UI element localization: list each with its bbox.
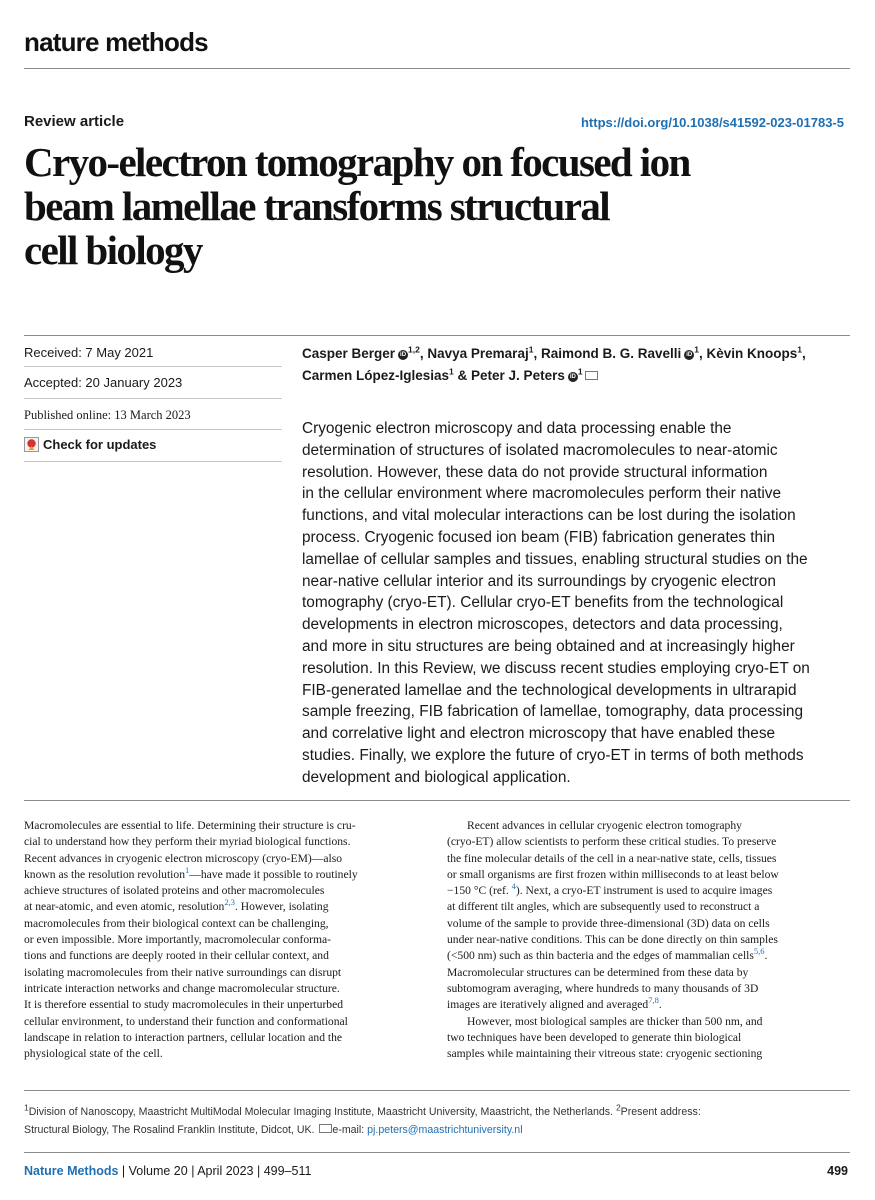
citation-ref[interactable]: 1 [185,865,190,876]
text-run: at near-atomic, and even atomic, resolution [24,900,225,914]
abstract-line: lamellae of cellular samples and tissues, enabling structural studies on the [302,550,808,568]
abstract-line: resolution. In this Review, we discuss recent studies employing cryo-ET on [302,659,810,677]
footer-journal[interactable]: Nature Methods [24,1164,119,1178]
abstract-line: Cryogenic electron microscopy and data processing enable the [302,420,732,437]
published-date: Published online: 13 March 2023 [24,408,191,422]
received-date: Received: 7 May 2021 [24,345,154,360]
abstract-line: functions, and vital molecular interactions can be lost during the isolation [302,507,796,525]
meta-rule [24,335,850,336]
text-run: e-mail: [332,1124,368,1136]
article-title [24,140,824,272]
envelope-icon [319,1124,332,1133]
body-line: at different tilt angles, which are subsequently used to reconstruct a [447,900,760,914]
title-line: cell biology [24,227,202,273]
body-line: two techniques have been developed to generate thin biological [447,1030,742,1044]
abstract-line: and more in situ structures are being obtained and at increasingly higher [302,637,795,655]
text-run: Division of Nanoscopy, Maastricht MultiModal Molecular Imaging Institute, Maastricht University, Maastricht, the Netherlands. [28,1106,616,1118]
abstract-line: process. Cryogenic focused ion beam (FIB) fabrication generates thin [302,528,776,546]
text-run: . However, isolating [234,900,329,914]
check-for-updates-button[interactable] [24,437,156,452]
footer-issue: | Volume 20 | April 2023 | 499–511 [118,1164,312,1178]
journal-name: nature methods [24,27,208,57]
accepted-date: Accepted: 20 January 2023 [24,375,183,390]
abstract-line: resolution. However, these data do not provide structural information [302,463,768,481]
email-link[interactable]: pj.peters@maastrichtuniversity.nl [367,1124,523,1136]
body-line: the fine molecular details of the cell in a near-native state, cells, tissues [447,851,777,865]
body-line: macromolecules from their biological context can be challenging, [24,916,329,930]
body-line: (cryo-ET) allow scientists to perform these critical studies. To preserve [447,835,777,849]
orcid-icon[interactable]: iD [686,352,693,358]
affiliation-ref: 1,2 [408,344,420,355]
citation-ref[interactable]: 5,6 [753,946,765,957]
body-line: or even impossible. More importantly, macromolecular conforma- [24,933,332,947]
affiliations-footnote [24,1103,854,1139]
affiliation-ref: 1 [577,366,583,377]
citation-ref[interactable]: 7,8 [648,995,659,1006]
body-line [447,997,847,1013]
footer-citation [24,1164,311,1178]
body-line: under near-native conditions. This can be done directly on thin samples [447,933,778,947]
body-column-left [24,818,424,1062]
body-column-right [447,818,847,1062]
page-number: 499 [827,1164,848,1178]
abstract-line: tomography (cryo-ET). Cellular cryo-ET benefits from the technological [302,594,784,612]
date-divider [24,461,282,462]
body-line: or small organisms are first frozen within milliseconds to at least below [447,867,779,881]
body-line [447,883,847,899]
abstract-line: near-native cellular interior and its surroundings by cryogenic electron [302,572,776,590]
date-divider [24,366,282,367]
abstract [302,418,847,789]
text-run: ). Next, a cryo-ET instrument is used to acquire images [515,884,773,898]
author-line [302,365,847,387]
text-run: Structural Biology, The Rosalind Franklin Institute, Didcot, UK. [24,1124,318,1136]
text-run: images are iteratively aligned and averaged [447,998,649,1012]
check-updates-label: Check for updates [43,437,157,452]
orcid-icon[interactable]: iD [400,352,407,358]
citation-ref[interactable]: 2,3 [224,897,235,908]
text-run: . [764,949,768,963]
envelope-icon[interactable] [585,371,598,380]
author-name[interactable]: Casper Berger [302,346,396,361]
body-line: intricate interaction networks and change macromolecular structure. [24,981,340,995]
text-run: (<500 nm) such as thin bacteria and the edges of mammalian cells [447,949,754,963]
body-line: landscape in relation to interaction partners, cellular location and the [24,1030,343,1044]
body-line: Recent advances in cellular cryogenic electron tomography [467,819,742,832]
title-line: beam lamellae transforms structural [24,183,610,229]
author-name[interactable]: , Raimond B. G. Ravelli [533,346,682,361]
text-run: −150 °C (ref. [447,884,512,898]
author-name[interactable]: , Navya Premaraj [419,346,529,361]
text-run: . [658,998,662,1012]
check-updates-icon [24,437,39,452]
body-line: physiological state of the cell. [24,1047,163,1061]
top-rule [24,68,850,69]
doi-link[interactable]: https://doi.org/10.1038/s41592-023-01783-5 [580,115,844,130]
body-line [24,867,424,883]
body-line: tions and functions are deeply rooted in their cellular context, and [24,949,329,963]
abstract-line: studies. Finally, we explore the future of cryo-ET in terms of both methods [302,746,804,764]
text-run: —have made it possible to routinely [189,867,358,881]
abstract-rule [24,800,850,801]
orcid-icon[interactable]: iD [569,374,576,380]
author-list [302,343,847,387]
body-line [447,948,847,964]
citation-ref[interactable]: 4 [511,881,516,892]
abstract-line: sample freezing, FIB fabrication of lamellae, tomography, data processing [302,703,804,721]
text-run: known as the resolution revolution [24,867,185,881]
body-line: Macromolecules are essential to life. Determining their structure is cru- [24,819,356,832]
body-line: isolating macromolecules from their native surroundings can disrupt [24,965,342,979]
body-line: cellular environment, to understand their function and conformational [24,1014,348,1028]
footnote-rule [24,1090,850,1091]
abstract-line: FIB-generated lamellae and the technological developments in ultrarapid [302,681,797,699]
affiliation-ref: 2 [615,1102,621,1113]
author-name[interactable]: Carmen López-Iglesias [302,368,450,383]
author-name[interactable]: & Peter J. Peters [453,368,565,383]
body-line: volume of the sample to provide three-dimensional (3D) data on cells [447,916,770,930]
affiliation-ref: 1 [449,366,454,377]
abstract-line: and correlative light and electron microscopy that have enabled these [302,725,776,743]
body-line: subtomogram averaging, where hundreds to many thousands of 3D [447,981,759,995]
footnote-line [24,1121,854,1139]
article-type: Review article [24,113,125,130]
abstract-line: developments in electron microscopes, detectors and data processing, [302,616,783,634]
affiliation-ref: 1 [694,344,699,355]
body-line: However, most biological samples are thicker than 500 nm, and [467,1014,763,1028]
abstract-line: in the cellular environment where macromolecules perform their native [302,485,782,503]
author-name[interactable]: , Kèvin Knoops [698,346,798,361]
body-line: achieve structures of isolated proteins and other macromolecules [24,884,325,898]
text-run: Present address: [620,1106,701,1118]
footer-rule [24,1152,850,1153]
body-line: samples while maintaining their vitreous state: cryogenic sectioning [447,1047,763,1061]
title-line: Cryo-electron tomography on focused ion [24,139,690,185]
body-line [24,899,424,915]
affiliation-ref: 1 [797,344,802,355]
affiliation-ref: 1 [528,344,534,355]
affiliation-ref: 1 [24,1102,29,1113]
date-divider [24,429,282,430]
body-line: Recent advances in cryogenic electron microscopy (cryo-EM)—also [24,851,343,865]
author-separator: , [801,346,806,361]
author-line [302,343,847,365]
body-line: It is therefore essential to study macromolecules in their unperturbed [24,998,344,1012]
abstract-line: determination of structures of isolated macromolecules to near-atomic [302,441,778,459]
date-divider [24,398,282,399]
abstract-line: development and biological application. [302,768,571,786]
footnote-line [24,1103,854,1121]
body-line: cial to understand how they perform their myriad biological functions. [24,835,351,849]
body-line: Macromolecular structures can be determined from these data by [447,965,749,979]
